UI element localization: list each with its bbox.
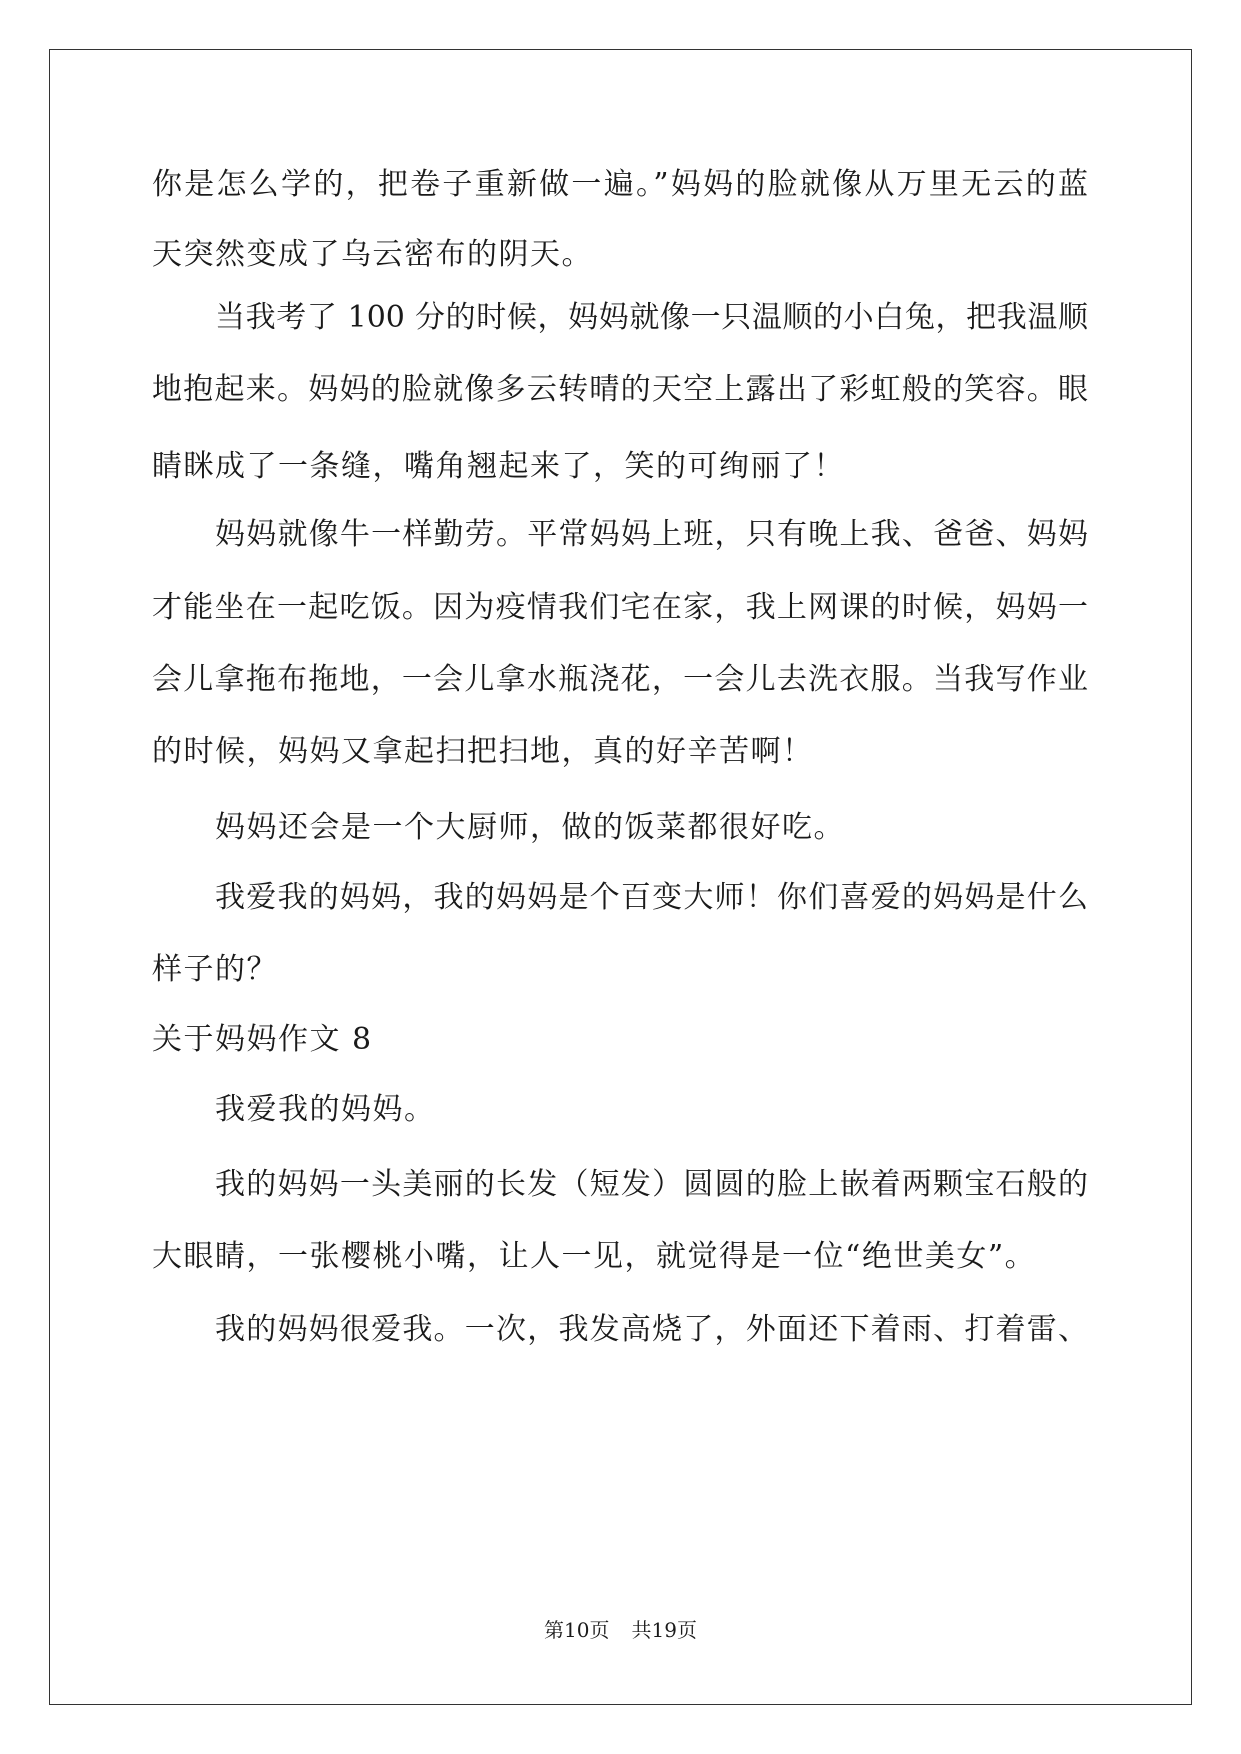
paragraph-first-line: 我爱我的妈妈，我的妈妈是个百变大师！你们喜爱的妈妈是什么 bbox=[215, 880, 1088, 915]
page-total: 共19页 bbox=[631, 1618, 697, 1642]
paragraph-first-line: 我爱我的妈妈。 bbox=[215, 1092, 436, 1127]
text-line: 样子的？ bbox=[152, 952, 278, 987]
text-line: 会儿拿拖布拖地，一会儿拿水瓶浇花，一会儿去洗衣服。当我写作业 bbox=[152, 662, 1088, 697]
text-line: 大眼睛，一张樱桃小嘴，让人一见，就觉得是一位“绝世美女”。 bbox=[152, 1239, 1037, 1274]
page-footer bbox=[0, 1617, 1241, 1643]
paragraph-first-line: 当我考了 100 分的时候，妈妈就像一只温顺的小白兔，把我温顺 bbox=[215, 300, 1088, 335]
text-line: 的时候，妈妈又拿起扫把扫地，真的好辛苦啊！ bbox=[152, 734, 814, 769]
paragraph-first-line: 我的妈妈一头美丽的长发（短发）圆圆的脸上嵌着两颗宝石般的 bbox=[215, 1167, 1088, 1202]
text-line: 才能坐在一起吃饭。因为疫情我们宅在家，我上网课的时候，妈妈一 bbox=[152, 590, 1088, 625]
section-heading: 关于妈妈作文 8 bbox=[152, 1022, 373, 1057]
text-line: 天突然变成了乌云密布的阴天。 bbox=[152, 237, 593, 272]
page-number: 第10页 bbox=[544, 1618, 610, 1642]
paragraph-first-line: 我的妈妈很爱我。一次，我发高烧了，外面还下着雨、打着雷、 bbox=[215, 1312, 1088, 1347]
text-line: 你是怎么学的，把卷子重新做一遍。”妈妈的脸就像从万里无云的蓝 bbox=[152, 167, 1088, 202]
paragraph-first-line: 妈妈就像牛一样勤劳。平常妈妈上班，只有晚上我、爸爸、妈妈 bbox=[215, 517, 1088, 552]
text-line: 地抱起来。妈妈的脸就像多云转晴的天空上露出了彩虹般的笑容。眼 bbox=[152, 372, 1088, 407]
text-line: 睛眯成了一条缝，嘴角翘起来了，笑的可绚丽了！ bbox=[152, 449, 845, 484]
paragraph-first-line: 妈妈还会是一个大厨师，做的饭菜都很好吃。 bbox=[215, 810, 845, 845]
